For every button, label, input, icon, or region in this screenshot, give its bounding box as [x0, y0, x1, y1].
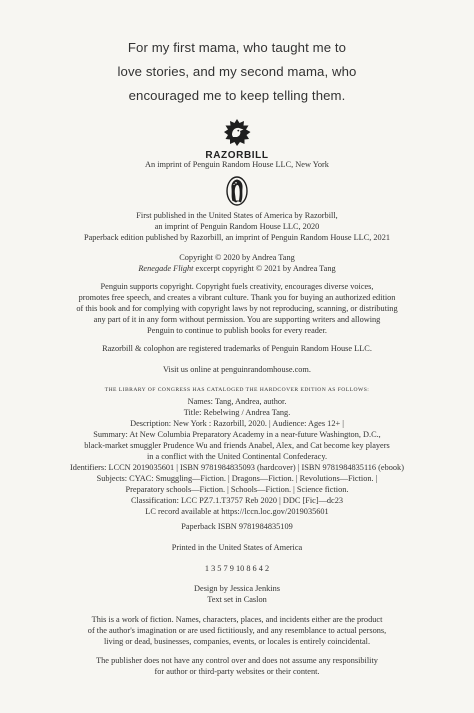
dedication-line: love stories, and my second mama, who	[117, 64, 357, 79]
publication-line: an imprint of Penguin Random House LLC, 2020	[154, 222, 320, 231]
excerpt-copyright-text: excerpt copyright © 2021 by Andrea Tang	[193, 264, 336, 273]
publication-line: First published in the United States of America by Razorbill,	[136, 211, 338, 220]
copyright-notice	[0, 252, 474, 274]
support-line: Penguin to continue to publish books for every reader.	[147, 326, 327, 335]
support-line: promotes free speech, and creates a vibrant culture. Thank you for buying an authorized edition	[78, 293, 396, 302]
dedication-line: For my first mama, who taught me to	[127, 40, 347, 55]
razorbill-bird-icon	[222, 118, 252, 148]
disclaimer-line: The publisher does not have any control over and does not assume any responsibility	[96, 656, 378, 665]
website-notice	[0, 364, 474, 375]
fiction-line: of the author's imagination or are used fictitiously, and any resemblance to actual persons,	[87, 626, 387, 635]
razorbill-logo	[0, 118, 474, 161]
support-line: Penguin supports copyright. Copyright fuels creativity, encourages diverse voices,	[100, 282, 374, 291]
cataloging-line: Preparatory schools—Fiction. | Schools—Fiction. | Science fiction.	[125, 485, 349, 494]
cataloging-line: Summary: At New Columbia Preparatory Academy in a near-future Washington, D.C.,	[93, 430, 381, 439]
support-line: of this book and for complying with copyright laws by not reproducing, scanning, or distributing	[76, 304, 398, 313]
trademark-line: Razorbill & colophon are registered trademarks of Penguin Random House LLC.	[102, 344, 372, 353]
cataloging-line: LC record available at https://lccn.loc.gov/2019035601	[145, 507, 329, 516]
support-line: any part of it in any form without permission. You are supporting writers and allowing	[93, 315, 381, 324]
cataloging-line: in a conflict with the United Continental Confederacy.	[146, 452, 328, 461]
cataloging-line: Title: Rebelwing / Andrea Tang.	[183, 408, 291, 417]
disclaimer-line: for author or third-party websites or their content.	[154, 667, 320, 676]
cataloging-line: Subjects: CYAC: Smuggling—Fiction. | Dragons—Fiction. | Revolutions—Fiction. |	[96, 474, 378, 483]
cataloging-line: Names: Tang, Andrea, author.	[187, 397, 287, 406]
fiction-notice	[0, 614, 474, 647]
brand-wordmark: RAZORBILL	[205, 150, 269, 161]
cataloging-line: Description: New York : Razorbill, 2020. | Audience: Ages 12+ |	[130, 419, 344, 428]
fiction-line: This is a work of fiction. Names, characters, places, and incidents either are the product	[91, 615, 383, 624]
penguin-icon	[226, 176, 248, 206]
cataloging-line: Identifiers: LCCN 2019035601 | ISBN 9781984835093 (hardcover) | ISBN 9781984835116 (ebook)	[70, 463, 404, 472]
publication-history	[0, 210, 474, 243]
imprint-line: An imprint of Penguin Random House LLC, New York	[145, 160, 329, 169]
cataloging-line: black-market smuggler Prudence Wu and friends Anabel, Alex, and Cat become key players	[84, 441, 390, 450]
publication-line: Paperback edition published by Razorbill, an imprint of Penguin Random House LLC, 2021	[83, 233, 391, 242]
printing-location	[0, 542, 474, 553]
penguin-logo	[0, 176, 474, 206]
dedication	[0, 36, 474, 108]
website-disclaimer	[0, 655, 474, 677]
designer-line: Design by Jessica Jenkins	[194, 584, 280, 593]
visit-line: Visit us online at penguinrandomhouse.com.	[163, 365, 311, 374]
print-line	[0, 563, 474, 574]
printed-line: Printed in the United States of America	[171, 543, 303, 552]
cataloging-line: Classification: LCC PZ7.1.T3757 Reb 2020 | DDC [Fic]—dc23	[130, 496, 344, 505]
typeface-line: Text set in Caslon	[207, 595, 267, 604]
cataloging-data	[0, 385, 474, 517]
trademark-notice	[0, 343, 474, 354]
copyright-line: Copyright © 2020 by Andrea Tang	[179, 253, 295, 262]
fiction-line: living or dead, businesses, companies, events, or locales is entirely coincidental.	[103, 637, 371, 646]
isbn-notice	[0, 521, 474, 532]
dedication-line: encouraged me to keep telling them.	[128, 88, 346, 103]
printer-key: 1 3 5 7 9 10 8 6 4 2	[204, 564, 270, 573]
copyright-support-statement	[0, 281, 474, 336]
design-credits	[0, 583, 474, 605]
excerpt-title: Renegade Flight	[138, 264, 194, 273]
excerpt-copyright-line	[0, 263, 474, 274]
isbn-line: Paperback ISBN 9781984835109	[181, 522, 293, 531]
cataloging-heading: THE LIBRARY OF CONGRESS HAS CATALOGED THE HARDCOVER EDITION AS FOLLOWS:	[104, 387, 370, 393]
